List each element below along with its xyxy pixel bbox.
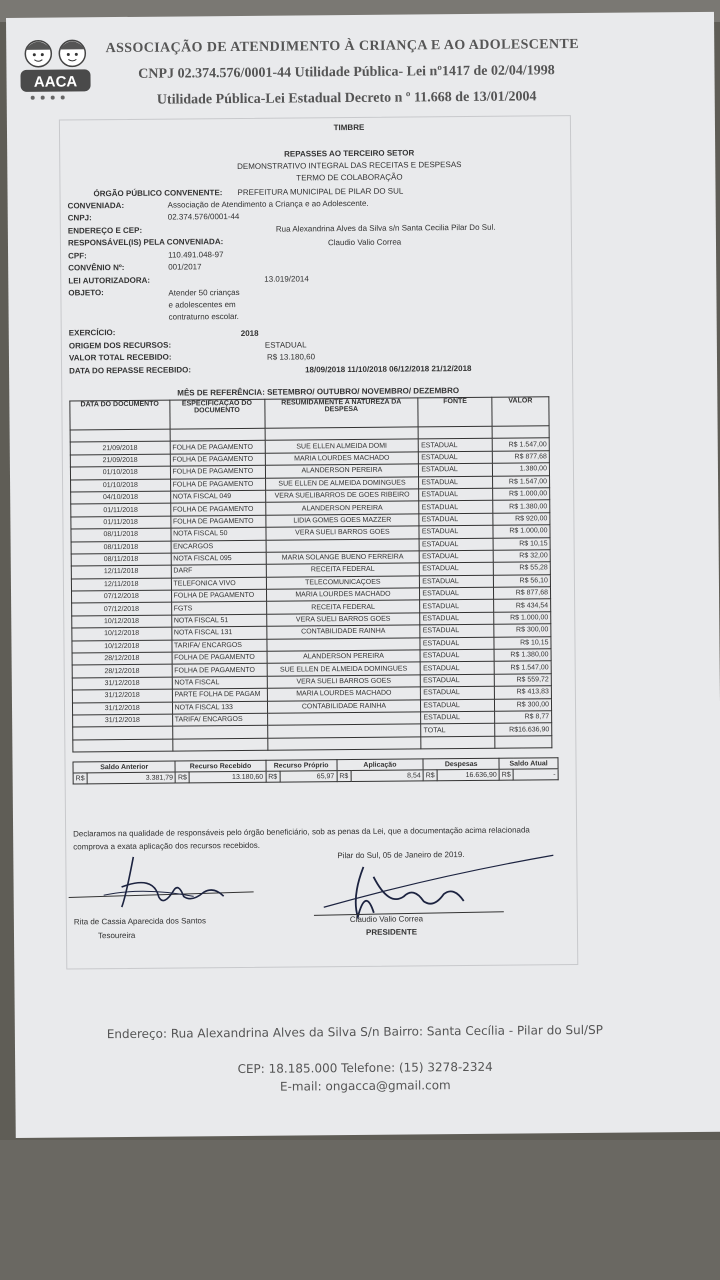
endereco-label: ENDEREÇO E CEP: (67, 225, 143, 236)
timbre: TIMBRE (333, 122, 365, 133)
orgao-label: ÓRGÃO PÚBLICO CONVENENTE: (93, 188, 223, 199)
cnpj-value: 02.374.576/0001-44 (167, 211, 240, 222)
cell-especificacao: TARIFA/ ENCARGOS (171, 639, 266, 652)
cell-especificacao: NOTA FISCAL 131 (171, 627, 266, 640)
cell-fonte: ESTADUAL (420, 637, 494, 650)
cell-especificacao: FGTS (171, 602, 266, 615)
cell-valor: R$ 1.547,00 (492, 438, 549, 451)
cell-date: 28/12/2018 (72, 652, 172, 665)
objeto-line-2: e adolescentes em (168, 300, 236, 310)
objeto-line-3: contraturno escolar. (168, 311, 239, 322)
cell-especificacao: PARTE FOLHA DE PAGAM (172, 688, 267, 701)
total-label: TOTAL (421, 724, 495, 737)
cell-natureza: ALANDERSON PEREIRA (265, 501, 419, 515)
cell-valor: R$ 877,68 (494, 587, 551, 600)
expense-table (69, 396, 552, 752)
summary-currency: R$ (73, 773, 87, 784)
objeto-label: OBJETO: (68, 288, 104, 298)
cell-natureza: VERA SUELI BARROS GOES (266, 613, 420, 627)
cell-valor: R$ 1.000,00 (493, 488, 550, 501)
cell-especificacao: NOTA FISCAL 133 (172, 701, 267, 714)
doc-title-3: TERMO DE COLABORAÇÃO (296, 172, 403, 183)
cell-date: 31/12/2018 (72, 689, 172, 702)
cell-date: 01/11/2018 (71, 516, 171, 529)
cell-natureza: MARIA LOURDES MACHADO (267, 687, 421, 701)
summary-currency: R$ (499, 769, 513, 780)
cell-valor: R$ 1.547,00 (493, 475, 550, 488)
conveniada-value: Associação de Atendimento a Criança e ao Adolescente. (167, 198, 369, 210)
cell-date: 10/12/2018 (72, 615, 172, 628)
cell-valor: R$ 10,15 (494, 636, 551, 649)
summary-header: Saldo Anterior (73, 761, 175, 773)
cell-natureza: SUE ELLEN DE ALMEIDA DOMINGUES (265, 476, 419, 490)
cell-date: 07/12/2018 (72, 603, 172, 616)
cell-especificacao: DARF (171, 565, 266, 578)
cell-fonte: ESTADUAL (421, 674, 495, 687)
summary-currency: R$ (175, 772, 189, 783)
cell-date: 12/11/2018 (71, 565, 171, 578)
cell-natureza: RECEITA FEDERAL (266, 600, 420, 614)
cell-fonte: ESTADUAL (420, 612, 494, 625)
cell-valor: R$ 1.380,00 (493, 500, 550, 513)
cell-date: 31/12/2018 (72, 702, 172, 715)
cell-valor: R$ 877,68 (492, 451, 549, 464)
cell-date: 04/10/2018 (71, 491, 171, 504)
col-natureza: RESUMIDAMENTE A NATUREZA DA DESPESA (264, 398, 418, 428)
cnpj-label: CNPJ: (67, 213, 92, 223)
cell-especificacao: NOTA FISCAL 51 (171, 614, 266, 627)
cell-especificacao: FOLHA DE PAGAMENTO (170, 478, 265, 491)
cell-date: 08/11/2018 (71, 541, 171, 554)
origem-value: ESTADUAL (264, 340, 307, 350)
cell-valor: 1.380,00 (492, 463, 549, 476)
cell-valor: R$ 300,00 (495, 698, 552, 711)
cell-natureza: SUE ELLEN DE ALMEIDA DOMINGUES (267, 662, 421, 676)
cell-especificacao: FOLHA DE PAGAMENTO (172, 651, 267, 664)
cell-fonte: ESTADUAL (420, 625, 494, 638)
footer-cep: CEP: 18.185.000 Telefone: (15) 3278-2324 (237, 1059, 493, 1077)
valor-value: R$ 13.180,60 (266, 352, 316, 362)
cell-fonte: ESTADUAL (420, 649, 494, 662)
summary-value: 3.381,79 (87, 772, 175, 784)
summary-value: 13.180,60 (189, 771, 265, 783)
cell-date: 01/10/2018 (71, 479, 171, 492)
cell-fonte: ESTADUAL (419, 451, 493, 464)
treasurer-signature (63, 846, 264, 918)
president-name: Claudio Valio Correa (349, 914, 424, 925)
cell-especificacao: NOTA FISCAL 50 (171, 527, 266, 540)
president-role: PRESIDENTE (365, 927, 418, 937)
cell-natureza: CONTABILIDADE RAINHA (266, 625, 420, 639)
summary-table (72, 757, 558, 784)
declaration-text: Declaramos na qualidade de responsáveis pelo órgão beneficiário, sob as penas da Lei, que a documentação acima relacionada comprova a exata aplicação dos recursos recebidos. (73, 825, 530, 852)
cell-valor: R$ 1.000,00 (493, 525, 550, 538)
cell-fonte: ESTADUAL (420, 587, 494, 600)
doc-title-1: REPASSES AO TERCEIRO SETOR (284, 148, 415, 159)
cell-date: 28/12/2018 (72, 665, 172, 678)
cell-date: 08/11/2018 (71, 553, 171, 566)
cell-date: 31/12/2018 (73, 714, 173, 727)
exercicio-value: 2018 (240, 328, 259, 338)
cell-date: 01/11/2018 (71, 503, 171, 516)
valor-label: VALOR TOTAL RECEBIDO: (68, 352, 172, 363)
mes-referencia: MÊS DE REFERÊNCIA: SETEMBRO/ OUTUBRO/ NOVEMBRO/ DEZEMBRO (177, 386, 460, 398)
orgao-value: PREFEITURA MUNICIPAL DE PILAR DO SUL (237, 186, 404, 197)
cell-especificacao: FOLHA DE PAGAMENTO (170, 515, 265, 528)
endereco-value: Rua Alexandrina Alves da Silva s/n Santa Cecilia Pilar Do Sul. (275, 222, 496, 234)
cell-especificacao: FOLHA DE PAGAMENTO (171, 589, 266, 602)
cell-especificacao: NOTA FISCAL 049 (170, 490, 265, 503)
exercicio-label: EXERCÍCIO: (68, 328, 116, 338)
cell-date: 31/12/2018 (72, 677, 172, 690)
cell-valor: R$ 8,77 (495, 711, 552, 724)
cell-valor: R$ 55,28 (493, 562, 550, 575)
cell-date: 01/10/2018 (70, 466, 170, 479)
cell-date: 10/12/2018 (72, 640, 172, 653)
responsavel-label: RESPONSÁVEL(IS) PELA CONVENIADA: (67, 237, 224, 248)
col-valor: VALOR (492, 397, 549, 426)
background-bottom (0, 1140, 720, 1280)
cell-valor: R$ 920,00 (493, 513, 550, 526)
cell-valor: R$ 300,00 (494, 624, 551, 637)
convenio-value: 001/2017 (168, 262, 202, 272)
cell-fonte: ESTADUAL (420, 550, 494, 563)
cell-natureza: VERA SUELI BARROS GOES (267, 675, 421, 689)
cell-fonte: ESTADUAL (421, 686, 495, 699)
cell-natureza: RECEITA FEDERAL (266, 563, 420, 577)
cell-fonte: ESTADUAL (419, 501, 493, 514)
cell-especificacao: NOTA FISCAL (172, 676, 267, 689)
cell-date: 21/09/2018 (70, 454, 170, 467)
col-data: DATA DO DOCUMENTO (70, 400, 170, 430)
responsavel-value: Claudio Valio Correa (327, 237, 402, 248)
cell-especificacao: TELEFONICA VIVO (171, 577, 266, 590)
cell-natureza: MARIA LOURDES MACHADO (266, 588, 420, 602)
lei-value: 13.019/2014 (264, 274, 309, 284)
cell-natureza: MARIA SOLANGE BUENO FERREIRA (266, 551, 420, 565)
total-value: R$16.636,90 (495, 723, 552, 736)
cell-natureza: CONTABILIDADE RAINHA (267, 699, 421, 713)
cell-date: 21/09/2018 (70, 441, 170, 454)
cell-fonte: ESTADUAL (419, 488, 493, 501)
cell-valor: R$ 56,10 (493, 574, 550, 587)
cell-valor: R$ 1.380,00 (494, 649, 551, 662)
cell-valor: R$ 32,00 (493, 550, 550, 563)
cell-natureza: LIDIA GOMES GOES MAZZER (265, 514, 419, 528)
cell-especificacao: NOTA FISCAL 095 (171, 552, 266, 565)
cell-fonte: ESTADUAL (420, 563, 494, 576)
cell-fonte: ESTADUAL (419, 525, 493, 538)
cell-valor: R$ 10,15 (493, 537, 550, 550)
data-repasse-value: 18/09/2018 11/10/2018 06/12/2018 21/12/2018 (305, 363, 472, 375)
cell-valor: R$ 434,54 (494, 599, 551, 612)
data-repasse-label: DATA DO REPASSE RECEBIDO: (69, 365, 192, 376)
summary-currency: R$ (337, 771, 351, 782)
cell-natureza: MARIA LOURDES MACHADO (265, 452, 419, 466)
footer-address: Endereço: Rua Alexandrina Alves da Silva S/n Bairro: Santa Cecília - Pilar do Sul/SP (106, 1022, 603, 1042)
cell-natureza: ALANDERSON PEREIRA (265, 464, 419, 478)
cell-date: 10/12/2018 (72, 627, 172, 640)
cell-valor: R$ 559,72 (494, 674, 551, 687)
cell-fonte: ESTADUAL (420, 575, 494, 588)
col-especificacao: ESPECIFICAÇÃO DO DOCUMENTO (169, 399, 264, 429)
cell-valor: R$ 413,83 (494, 686, 551, 699)
doc-title-2: DEMONSTRATIVO INTEGRAL DAS RECEITAS E DESPESAS (237, 160, 462, 171)
cell-fonte: ESTADUAL (419, 538, 493, 551)
cell-fonte: ESTADUAL (419, 513, 493, 526)
cell-especificacao: FOLHA DE PAGAMENTO (170, 453, 265, 466)
summary-currency: R$ (423, 770, 437, 781)
footer-email: E-mail: ongacca@gmail.com (279, 1078, 451, 1094)
header-title: ASSOCIAÇÃO DE ATENDIMENTO À CRIANÇA E AO ADOLESCENTE (105, 37, 580, 57)
cell-valor: R$ 1.000,00 (494, 612, 551, 625)
table-header-row (70, 397, 549, 430)
cell-fonte: ESTADUAL (419, 463, 493, 476)
header-utilidade: Utilidade Pública-Lei Estadual Decreto n º 11.668 de 13/01/2004 (156, 89, 537, 108)
treasurer-role: Tesoureira (97, 930, 136, 941)
summary-value: 65,97 (280, 771, 337, 782)
document-page (6, 12, 720, 1138)
cell-date: 08/11/2018 (71, 528, 171, 541)
cell-natureza: TELECOMUNICAÇOES (266, 576, 420, 590)
cell-natureza: VERA SUELI BARROS GOES (265, 526, 419, 540)
objeto-line-1: Atender 50 crianças (168, 287, 240, 298)
place-date: Pilar do Sul, 05 de Janeiro de 2019. (337, 850, 465, 861)
cell-especificacao: FOLHA DE PAGAMENTO (172, 664, 267, 677)
summary-header: Saldo Atual (499, 758, 558, 770)
cell-especificacao: FOLHA DE PAGAMENTO (170, 465, 265, 478)
conveniada-label: CONVENIADA: (67, 200, 125, 211)
cell-fonte: ESTADUAL (420, 662, 494, 675)
header-cnpj: CNPJ 02.374.576/0001-44 Utilidade Pública- Lei nº1417 de 02/04/1998 (138, 63, 555, 82)
cell-date: 12/11/2018 (71, 578, 171, 591)
summary-header: Aplicação (337, 759, 424, 771)
cell-especificacao: FOLHA DE PAGAMENTO (170, 503, 265, 516)
cell-natureza: VERA SUELIBARROS DE GOES RIBEIRO (265, 489, 419, 503)
cpf-value: 110.491.048-97 (168, 250, 224, 260)
origem-label: ORIGEM DOS RECURSOS: (68, 340, 172, 351)
cell-especificacao: FOLHA DE PAGAMENTO (170, 441, 265, 454)
cell-valor: R$ 1.547,00 (494, 661, 551, 674)
cell-date: 07/12/2018 (72, 590, 172, 603)
summary-value: - (513, 769, 558, 780)
summary-value: 16.636,90 (437, 769, 499, 781)
summary-header: Despesas (423, 758, 499, 770)
cell-especificacao: TARIFA/ ENCARGOS (172, 713, 267, 726)
lei-label: LEI AUTORIZADORA: (68, 275, 151, 286)
aaca-logo (16, 31, 95, 102)
cell-fonte: ESTADUAL (419, 439, 493, 452)
cell-fonte: ESTADUAL (419, 476, 493, 489)
col-fonte: FONTE (418, 397, 492, 427)
cell-fonte: ESTADUAL (421, 711, 495, 724)
summary-header: Recurso Recebido (175, 760, 265, 772)
cell-natureza: ALANDERSON PEREIRA (267, 650, 421, 664)
cell-natureza: SUE ELLEN ALMEIDA DOMI (265, 439, 419, 453)
summary-value: 8,54 (351, 770, 424, 782)
summary-header: Recurso Próprio (266, 760, 337, 772)
treasurer-name: Rita de Cassia Aparecida dos Santos (73, 916, 207, 927)
cell-especificacao: ENCARGOS (171, 540, 266, 553)
cell-fonte: ESTADUAL (421, 699, 495, 712)
convenio-label: CONVÊNIO Nº: (68, 262, 125, 273)
logo-text: AACA (33, 73, 78, 91)
cpf-label: CPF: (68, 251, 87, 261)
cell-fonte: ESTADUAL (420, 600, 494, 613)
summary-currency: R$ (266, 771, 280, 782)
